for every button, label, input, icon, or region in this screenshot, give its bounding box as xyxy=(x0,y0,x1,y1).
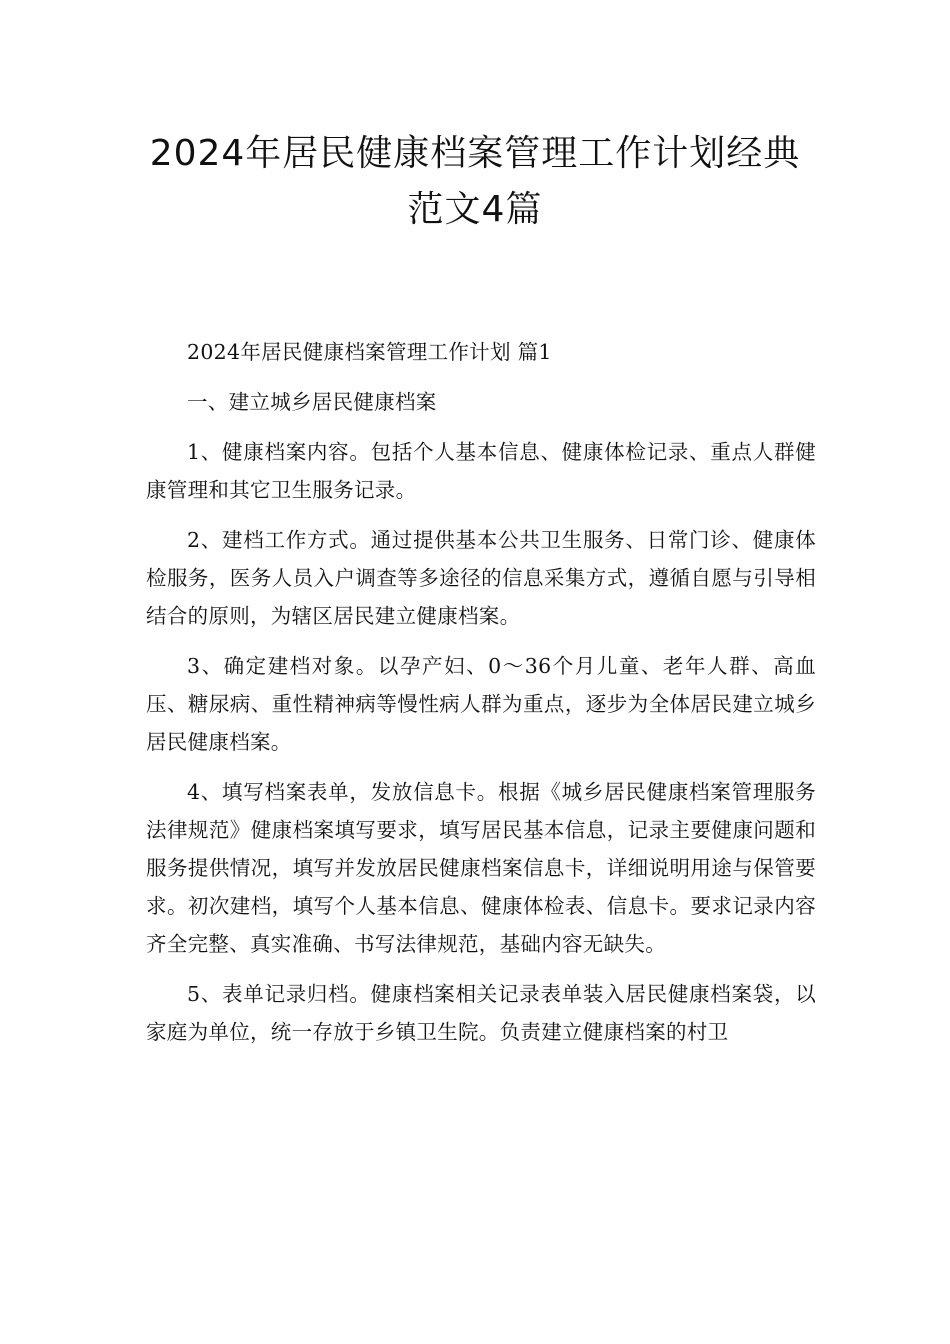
body-paragraph: 1、健康档案内容。包括个人基本信息、健康体检记录、重点人群健康管理和其它卫生服务记录。 xyxy=(146,440,816,502)
section-heading: 2024年居民健康档案管理工作计划 篇1 xyxy=(187,340,552,364)
document-body xyxy=(146,333,816,1063)
document-title-line-1: 2024年居民健康档案管理工作计划经典 xyxy=(149,133,801,174)
document-title xyxy=(100,126,850,238)
body-paragraph: 3、确定建档对象。以孕产妇、0～36个月儿童、老年人群、高血压、糖尿病、重性精神病等慢性病人群为重点，逐步为全体居民建立城乡居民健康档案。 xyxy=(146,654,816,754)
body-paragraph: 2、建档工作方式。通过提供基本公共卫生服务、日常门诊、健康体检服务，医务人员入户调查等多途径的信息采集方式，遵循自愿与引导相结合的原则，为辖区居民建立健康档案。 xyxy=(146,528,816,628)
subsection-heading: 一、建立城乡居民健康档案 xyxy=(187,390,437,414)
body-paragraph: 5、表单记录归档。健康档案相关记录表单装入居民健康档案袋，以家庭为单位，统一存放于乡镇卫生院。负责建立健康档案的村卫 xyxy=(146,982,816,1044)
body-paragraph: 4、填写档案表单，发放信息卡。根据《城乡居民健康档案管理服务法律规范》健康档案填写要求，填写居民基本信息，记录主要健康问题和服务提供情况，填写并发放居民健康档案信息卡，详细说明用途与保管要求。初次建档，填写个人基本信息、健康体检表、信息卡。要求记录内容齐全完整、真实准确、书写法律规范，基础内容无缺失。 xyxy=(146,780,816,956)
document-title-line-2: 范文4篇 xyxy=(407,189,543,230)
